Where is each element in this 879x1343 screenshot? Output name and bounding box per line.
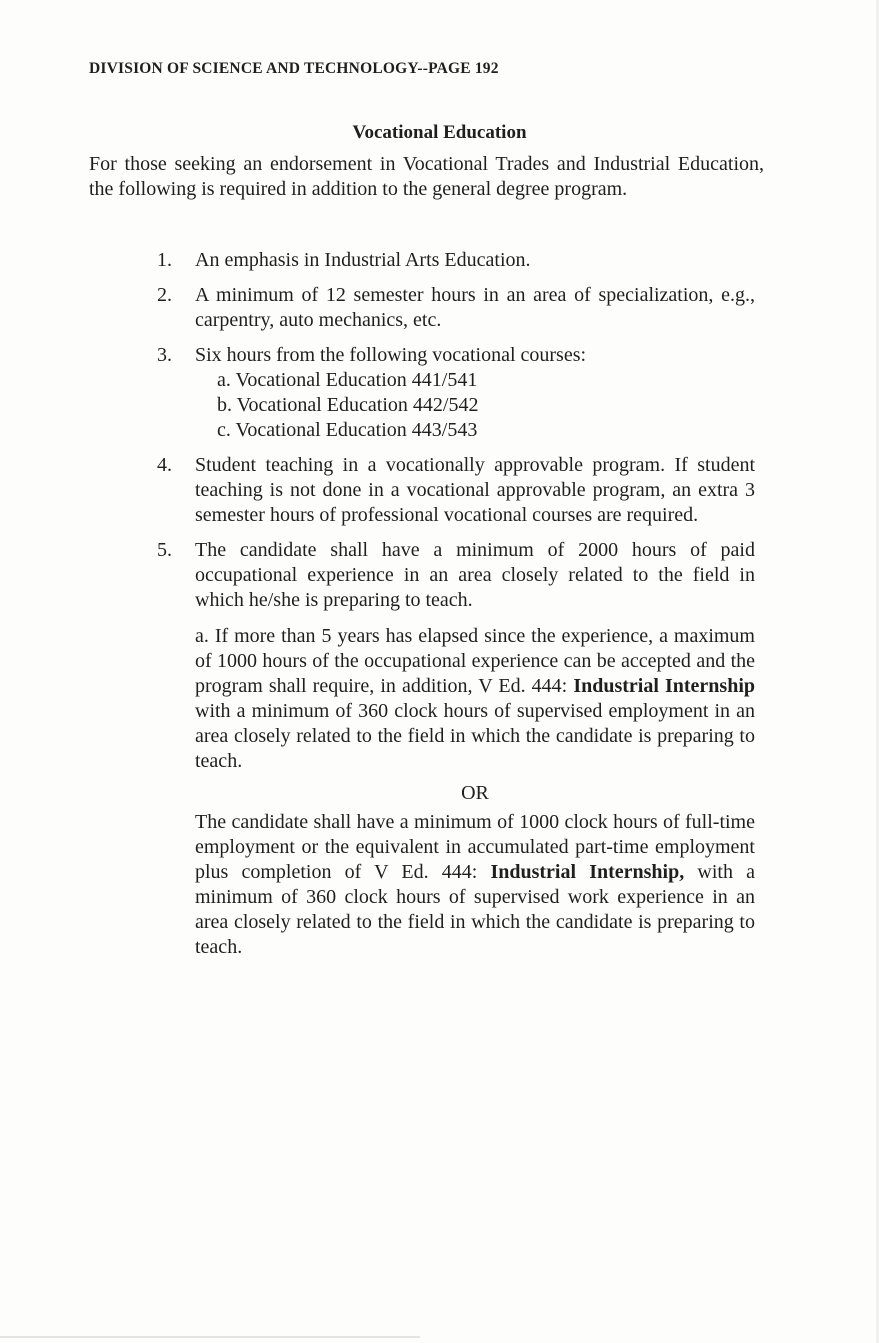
option-b-paragraph	[195, 810, 755, 960]
requirement-text: A minimum of 12 semester hours in an area of specialization, e.g., carpentry, auto mechanics, etc.	[195, 284, 755, 331]
requirement-number: 2.	[157, 284, 172, 306]
scan-edge-line	[0, 1336, 420, 1338]
requirement-item-2	[150, 283, 755, 333]
requirement-text: Six hours from the following vocational courses:	[195, 344, 587, 366]
or-separator: OR	[461, 782, 489, 804]
requirement-number: 1.	[157, 249, 172, 271]
requirement-number: 3.	[157, 344, 172, 366]
running-head: DIVISION OF SCIENCE AND TECHNOLOGY--PAGE 192	[89, 60, 499, 77]
option-b-text-end: with a minimum of 360 clock hours of supervised work experience in an area closely related to the field in which the candidate is preparing to teach.	[195, 861, 755, 958]
option-a-course-name: Industrial Internship	[573, 675, 755, 697]
course-item: a. Vocational Education 441/541	[217, 369, 478, 391]
option-b-course-name: Industrial Internship,	[490, 861, 685, 883]
requirement-text: The candidate shall have a minimum of 2000 hours of paid occupational experience in an area closely related to the field in which he/she is preparing to teach.	[195, 539, 755, 611]
requirement-item-5	[150, 538, 755, 960]
requirement-item-4	[150, 453, 755, 528]
course-sublist	[195, 368, 755, 443]
requirement-text: Student teaching in a vocationally approvable program. If student teaching is not done in a vocational approvable program, an extra 3 semester hours of professional vocational courses are required.	[195, 454, 755, 526]
option-a-text: a. If more than 5 years has elapsed since the experience, a maximum of 1000 hours of the occupational experience can be accepted and the program shall require, in addition, V Ed. 444:	[195, 625, 755, 697]
option-a-text-end: with a minimum of 360 clock hours of supervised employment in an area closely related to the field in which the candidate is preparing to teach.	[195, 700, 755, 772]
section-title: Vocational Education	[352, 122, 527, 143]
intro-paragraph: For those seeking an endorsement in Vocational Trades and Industrial Education, the following is required in addition to the general degree program.	[89, 153, 764, 200]
requirement-text: An emphasis in Industrial Arts Education.	[195, 249, 531, 271]
requirement-number: 5.	[157, 539, 172, 561]
option-a-paragraph	[195, 624, 755, 774]
course-item: c. Vocational Education 443/543	[217, 419, 478, 441]
requirement-item-3	[150, 343, 755, 443]
requirements-list	[150, 248, 755, 970]
requirement-number: 4.	[157, 454, 172, 476]
option-b-text: The candidate shall have a minimum of 1000 clock hours of full-time employment or the equivalent in accumulated part-time employment plus completion of V Ed. 444:	[195, 811, 755, 883]
course-item: b. Vocational Education 442/542	[217, 394, 479, 416]
requirement-item-1	[150, 248, 755, 273]
